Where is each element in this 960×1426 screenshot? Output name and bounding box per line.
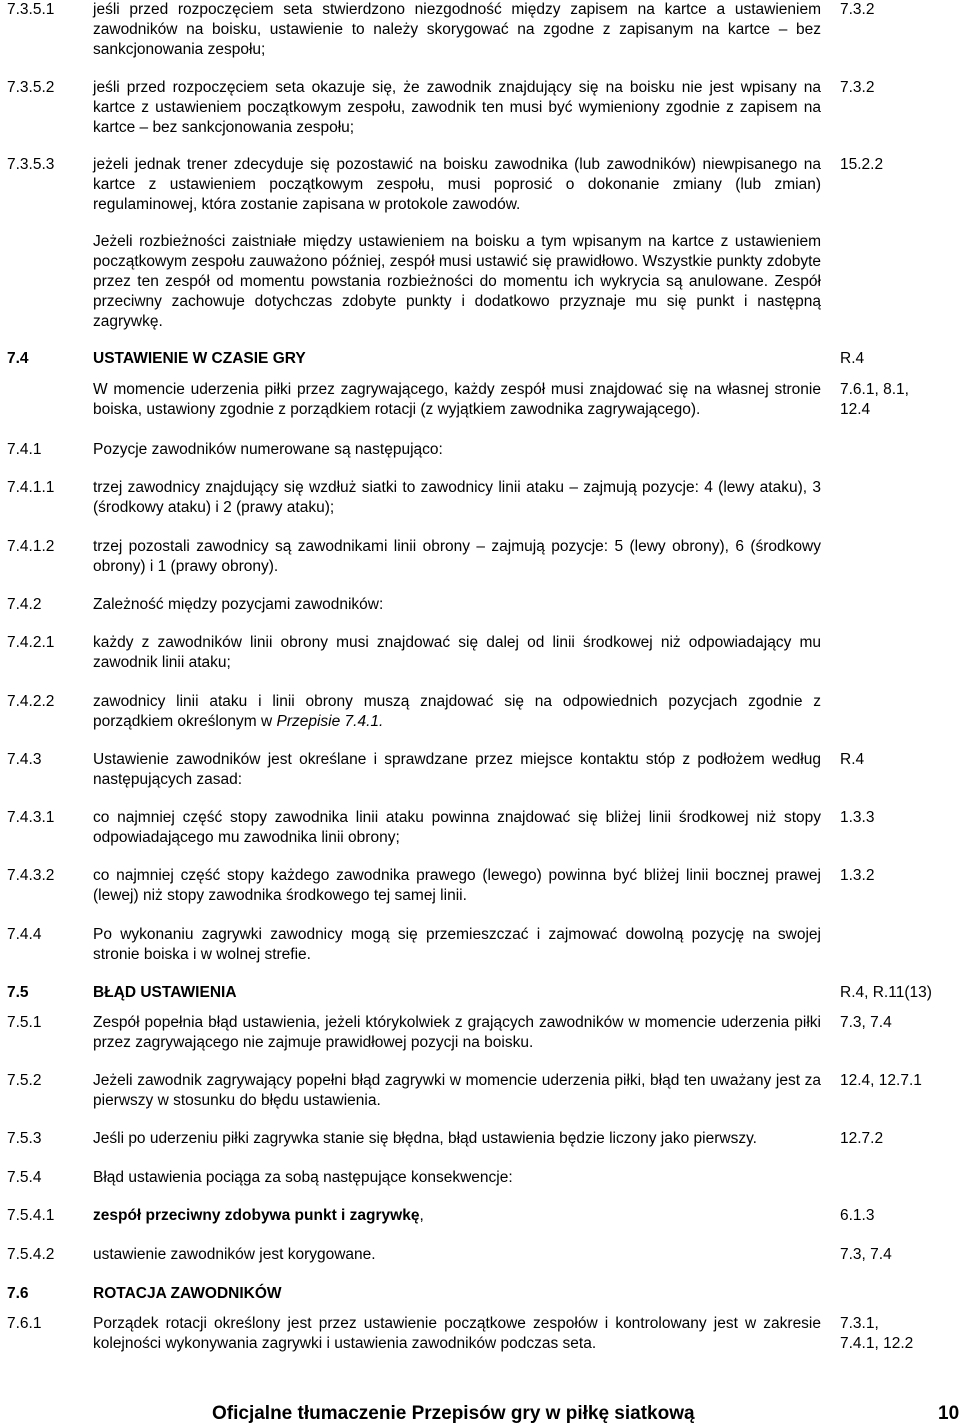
rule-number: 7.3.5.1	[7, 1, 55, 18]
rule-reference: R.4, R.11(13)	[840, 984, 932, 1001]
rule-reference: R.4	[840, 751, 865, 768]
rule-text: Zależność między pozycjami zawodników:	[93, 596, 384, 613]
rule-reference: 7.3, 7.4	[840, 1246, 892, 1263]
rule-text: Jeżeli rozbieżności zaistniałe między ustawieniem na boisku a tym wpisanym na kartce z ustawieniem początkowym zespołu zauważono później, zespół musi ustawić się prawidłowo. Wszystkie punkty zdobyte przez ten zespół od momentu powstania rozbieżności do momentu ich wykrycia są anulowane. Zespół przeciwny zachowuje dotychczas zdobyte punkty i dodatkowo przyznaje mu się punkt i następną zagrywkę.	[93, 233, 821, 330]
rule-text-bold: zespół przeciwny zdobywa punkt i zagrywkę	[93, 1207, 420, 1224]
page-footer	[0, 1404, 960, 1426]
rule-reference: 7.6.1, 8.1, 12.4	[840, 381, 909, 418]
rule-number: 7.5.3	[7, 1130, 42, 1147]
rule-text: każdy z zawodników linii obrony musi znajdować się dalej od linii środkowej niż odpowiadający mu zawodnik linii ataku;	[93, 634, 821, 671]
rule-number: 7.4.2	[7, 596, 42, 613]
rule-number: 7.5.4.2	[7, 1246, 55, 1263]
rule-text	[93, 1206, 821, 1226]
rule-number: 7.4.3.1	[7, 809, 55, 826]
rule-reference: 12.7.2	[840, 1130, 884, 1147]
rule-text: Pozycje zawodników numerowane są następująco:	[93, 441, 443, 458]
rule-number: 7.4.2.1	[7, 634, 55, 651]
rule-reference: 6.1.3	[840, 1207, 875, 1224]
rule-reference: 7.3.1, 7.4.1, 12.2	[840, 1315, 914, 1352]
rule-text: trzej zawodnicy znajdujący się wzdłuż siatki to zawodnicy linii ataku – zajmują pozycje: 4 (lewy ataku), 3 (środkowy ataku) i 2 (prawy ataku);	[93, 479, 821, 516]
rule-text: jeżeli jednak trener zdecyduje się pozostawić na boisku zawodnika (lub zawodników) niewpisanego na kartce z ustawieniem początkowym zespołu, musi poprosić o dokonanie zmiany (lub zmian) regulaminowej, która zostanie zapisana w protokole zawodów.	[93, 156, 821, 213]
rule-text: Jeśli po uderzeniu piłki zagrywka stanie się błędna, błąd ustawienia będzie liczony jako pierwszy.	[93, 1130, 757, 1147]
rule-text: Błąd ustawienia pociąga za sobą następujące konsekwencje:	[93, 1169, 513, 1186]
rule-number: 7.4.3	[7, 751, 42, 768]
rule-reference: 1.3.3	[840, 809, 875, 826]
rule-number: 7.4.1	[7, 441, 42, 458]
rule-number: 7.4.1.2	[7, 538, 55, 555]
rule-number: 7.3.5.3	[7, 156, 55, 173]
rule-number: 7.5.1	[7, 1014, 42, 1031]
rule-text: co najmniej część stopy każdego zawodnika prawego (lewego) powinna być bliżej linii bocznej prawej (lewej) niż stopy zawodnika środkowego tej samej linii.	[93, 867, 821, 904]
rule-text: W momencie uderzenia piłki przez zagrywającego, każdy zespół musi znajdować się na własnej stronie boiska, ustawiony zgodnie z porządkiem rotacji (z wyjątkiem zawodnika zagrywającego).	[93, 381, 821, 418]
rule-reference: 7.3.2	[840, 1, 875, 18]
rule-text	[93, 692, 821, 732]
rule-reference: 7.3.2	[840, 79, 875, 96]
rule-text-main: zawodnicy linii ataku i linii obrony muszą znajdować się na odpowiednich pozycjach zgodnie z porządkiem określonym w	[93, 693, 821, 730]
footer-title: Oficjalne tłumaczenie Przepisów gry w piłkę siatkową	[212, 1403, 695, 1424]
rule-text: jeśli przed rozpoczęciem seta okazuje się, że zawodnik znajdujący się na boisku nie jest wpisany na kartce z ustawieniem początkowym zespołu, zawodnik ten musi być wymieniony zgodnie z zapisem na kartce – bez sankcjonowania zespołu;	[93, 79, 821, 136]
section-number: 7.4	[7, 350, 29, 367]
rule-reference: 12.4, 12.7.1	[840, 1072, 922, 1089]
rule-number: 7.5.4.1	[7, 1207, 55, 1224]
section-title: USTAWIENIE W CZASIE GRY	[93, 350, 306, 367]
rule-text: Porządek rotacji określony jest przez ustawienie początkowe zespołów i kontrolowany jest w zakresie kolejności wykonywania zagrywki i ustawienia zawodników podczas seta.	[93, 1315, 821, 1352]
rule-text: Ustawienie zawodników jest określane i sprawdzane przez miejsce kontaktu stóp z podłożem według następujących zasad:	[93, 751, 821, 788]
rule-reference: 1.3.2	[840, 867, 875, 884]
rule-text: trzej pozostali zawodnicy są zawodnikami linii obrony – zajmują pozycje: 5 (lewy obrony), 6 (środkowy obrony) i 1 (prawy obrony).	[93, 538, 821, 575]
rule-number: 7.5.4	[7, 1169, 42, 1186]
page-number: 10	[938, 1403, 960, 1424]
rule-cross-reference: Przepisie 7.4.1.	[276, 713, 384, 730]
rule-text: ustawienie zawodników jest korygowane.	[93, 1246, 376, 1263]
rule-text: Zespół popełnia błąd ustawienia, jeżeli którykolwiek z grających zawodników w momencie uderzenia piłki przez zagrywającego nie zajmuje prawidłowej pozycji na boisku.	[93, 1014, 821, 1051]
rule-number: 7.4.4	[7, 926, 42, 943]
rule-text: co najmniej część stopy zawodnika linii ataku powinna znajdować się bliżej linii środkowej niż stopy odpowiadającego mu zawodnika linii obrony;	[93, 809, 821, 846]
rule-reference: R.4	[840, 350, 865, 367]
rule-reference: 15.2.2	[840, 156, 884, 173]
section-title: BŁĄD USTAWIENIA	[93, 984, 237, 1001]
rule-text: jeśli przed rozpoczęciem seta stwierdzono niezgodność między zapisem na kartce a ustawieniem zawodników na boisku, ustawienie to należy skorygować na zgodne z zapisanym na kartce – bez sankcjonowania zespołu;	[93, 1, 821, 58]
section-number: 7.5	[7, 984, 29, 1001]
rule-reference: 7.3, 7.4	[840, 1014, 892, 1031]
rule-text: Po wykonaniu zagrywki zawodnicy mogą się przemieszczać i zajmować dowolną pozycję na swojej stronie boiska i w wolnej strefie.	[93, 926, 821, 963]
section-number: 7.6	[7, 1285, 29, 1302]
rule-number: 7.6.1	[7, 1315, 42, 1332]
rule-number: 7.4.3.2	[7, 867, 55, 884]
rule-number: 7.5.2	[7, 1072, 42, 1089]
rule-number: 7.4.2.2	[7, 693, 55, 710]
rule-number: 7.4.1.1	[7, 479, 55, 496]
rule-text: Jeżeli zawodnik zagrywający popełni błąd zagrywki w momencie uderzenia piłki, błąd ten uważany jest za pierwszy w stosunku do błędu ustawienia.	[93, 1072, 821, 1109]
section-title: ROTACJA ZAWODNIKÓW	[93, 1285, 282, 1302]
rule-number: 7.3.5.2	[7, 79, 55, 96]
rule-text-tail: ,	[419, 1207, 424, 1224]
